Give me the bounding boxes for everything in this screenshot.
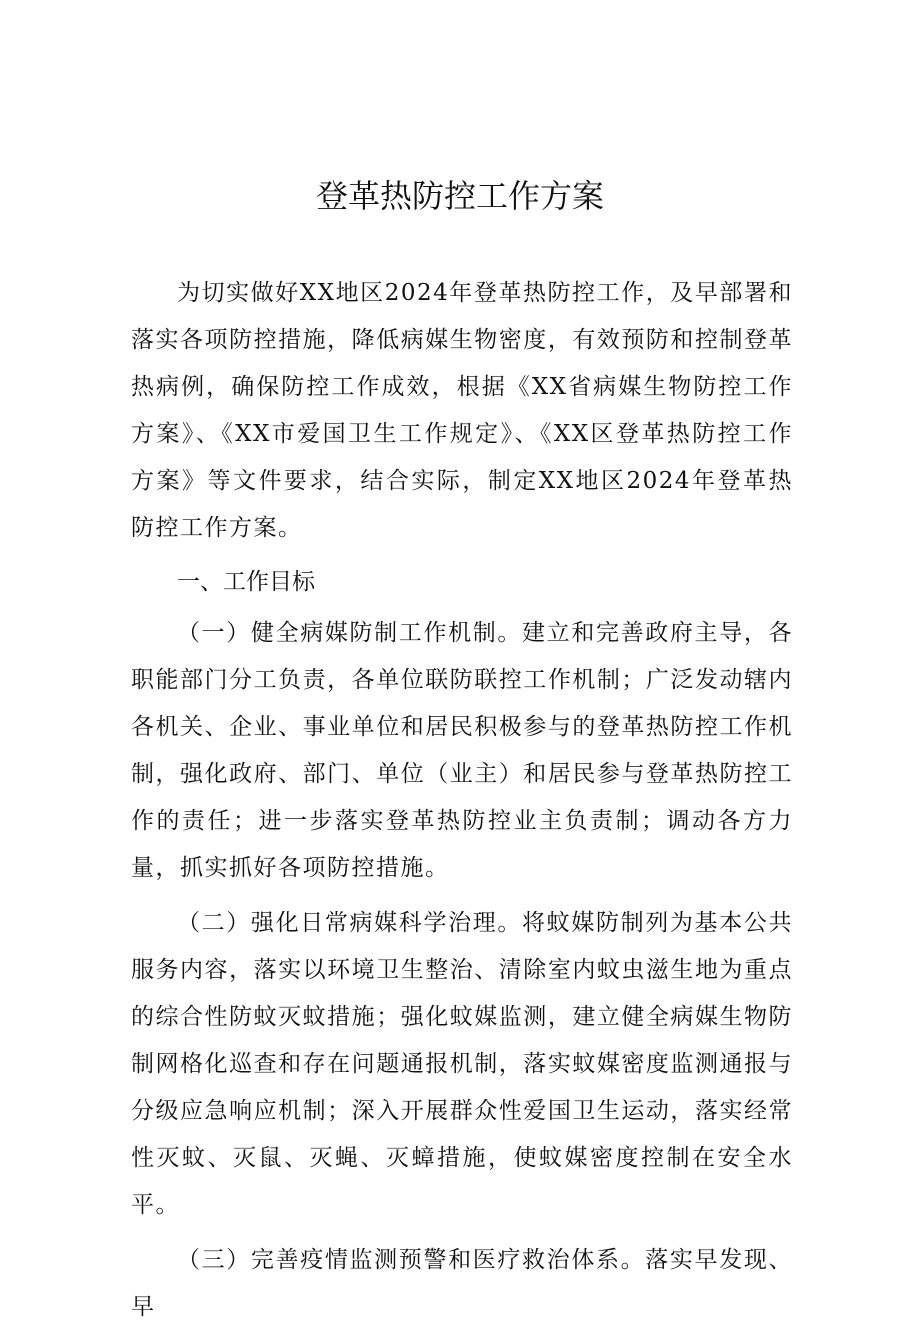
goal-item-2: （二）强化日常病媒科学治理。将蚊媒防制列为基本公共服务内容，落实以环境卫生整治、清除室内蚊虫滋生地为重点的综合性防蚊灭蚊措施；强化蚊媒监测，建立健全病媒生物防制网格化巡查和存在问题通报机制，落实蚊媒密度监测通报与分级应急响应机制；深入开展群众性爱国卫生运动，落实经常性灭蚊、灭鼠、灭蝇、灭蟑措施，使蚊媒密度控制在安全水平。 (131, 910, 793, 1218)
section-heading-work-goals: 一、工作目标 (177, 569, 315, 595)
goal-item-3: （三）完善疫情监测预警和医疗救治体系。落实早发现、早 (131, 1247, 793, 1320)
document-body (131, 270, 793, 1339)
goal-item-1: （一）健全病媒防制工作机制。建立和完善政府主导，各职能部门分工负责，各单位联防联控工作机制；广泛发动辖内各机关、企业、事业单位和居民积极参与的登革热防控工作机制，强化政府、部门、单位（业主）和居民参与登革热防控工作的责任；进一步落实登革热防控业主负责制；调动各方力量，抓实抓好各项防控措施。 (131, 620, 793, 881)
document-title: 登革热防控工作方案 (315, 177, 604, 215)
intro-paragraph: 为切实做好XX地区2024年登革热防控工作，及早部署和落实各项防控措施，降低病媒生物密度，有效预防和控制登革热病例，确保防控工作成效，根据《XX省病媒生物防控工作方案》、《XX市爱国卫生工作规定》、《XX区登革热防控工作方案》等文件要求，结合实际，制定XX地区2024年登革热防控工作方案。 (131, 280, 793, 541)
